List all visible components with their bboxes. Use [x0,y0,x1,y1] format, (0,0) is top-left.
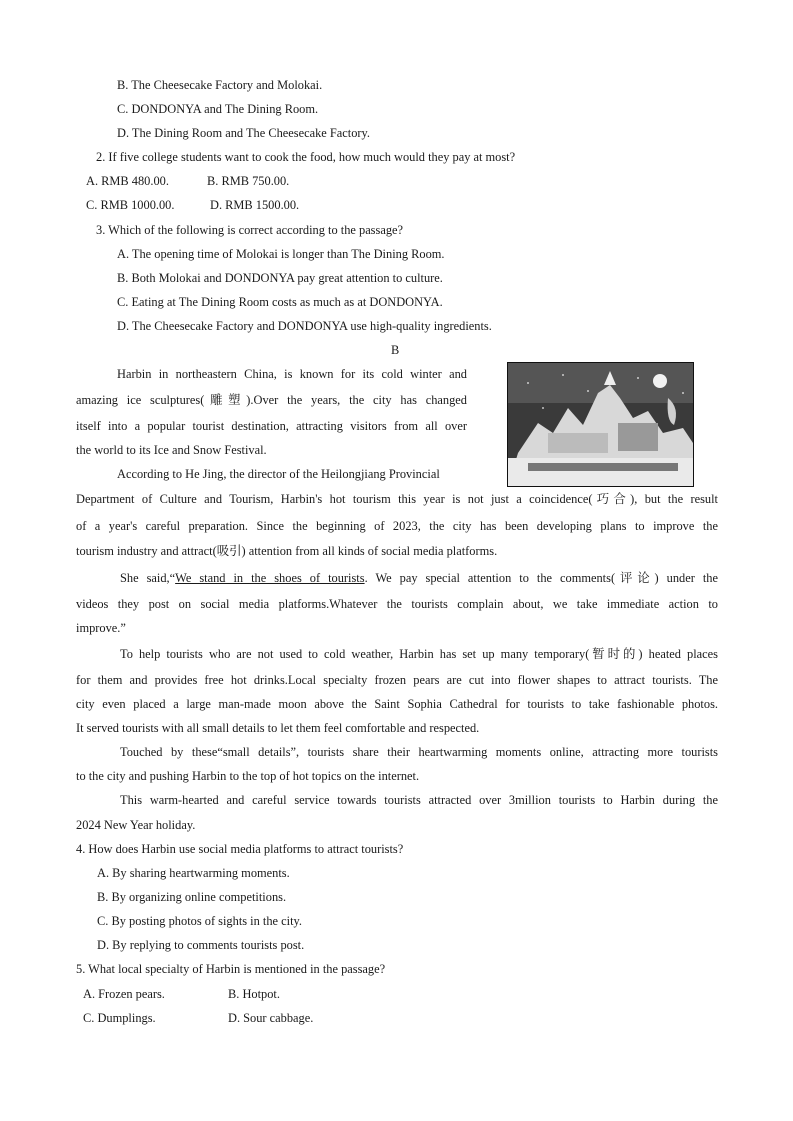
p4-line-2: for them and provides free hot drinks.Local specialty frozen pears are cut into flower shapes to attract tourists. The [76,673,718,687]
ice-sculpture-photo [507,362,694,487]
q2-option-a: A. RMB 480.00. [86,174,169,188]
p2-line-2: Department of Culture and Tourism, Harbin's hot tourism this year is not just a coincidence(巧合), but the result [76,492,718,506]
q3-option-c: C. Eating at The Dining Room costs as much as at DONDONYA. [117,295,443,309]
p1-line-4: the world to its Ice and Snow Festival. [76,443,267,457]
p2-line-4: tourism industry and attract(吸引) attention from all kinds of social media platforms. [76,544,498,558]
p4-line-3: city even placed a large man-made moon above the Saint Sophia Cathedral for tourists to take fashionable photos. [76,697,718,711]
p2-line-3: of a year's careful preparation. Since the beginning of 2023, the city has been developing plans to improve the [76,519,718,533]
q2-option-b: B. RMB 750.00. [207,174,290,188]
p2-line-1: According to He Jing, the director of the Heilongjiang Provincial [117,467,440,481]
p5-line-2: to the city and pushing Harbin to the top of hot topics on the internet. [76,769,420,783]
q2-option-c: C. RMB 1000.00. [86,198,175,212]
p3-line-1 [120,570,718,586]
q3-question: 3. Which of the following is correct according to the passage? [96,223,404,237]
q2-question: 2. If five college students want to cook the food, how much would they pay at most? [96,150,516,164]
q4-question: 4. How does Harbin use social media platforms to attract tourists? [76,842,404,856]
q4-option-c: C. By posting photos of sights in the city. [97,914,303,928]
p4-line-1: To help tourists who are not used to cold weather, Harbin has set up many temporary(暂时的) heated places [120,647,718,661]
q3-option-a: A. The opening time of Molokai is longer than The Dining Room. [117,247,445,261]
q1-option-b: B. The Cheesecake Factory and Molokai. [117,78,323,92]
p1-line-2: amazing ice sculptures(雕塑).Over the years, the city has changed [76,393,467,407]
q5-question: 5. What local specialty of Harbin is mentioned in the passage? [76,962,386,976]
q5-option-c: C. Dumplings. [83,1011,156,1025]
p3-underlined-phrase: We stand in the shoes of tourists [175,571,365,585]
q5-option-a: A. Frozen pears. [83,987,165,1001]
q5-option-d: D. Sour cabbage. [228,1011,314,1025]
p3-quote-rest: . We pay special attention to the comments(评论) under the [364,571,718,585]
section-label: B [391,343,400,357]
p4-line-4: It served tourists with all small details to let them feel comfortable and respected. [76,721,480,735]
p3-quote-start: She said,“ [120,571,176,585]
q2-option-d: D. RMB 1500.00. [210,198,300,212]
p1-line-3: itself into a popular tourist destination, attracting visitors from all over [76,419,467,433]
p1-line-1: Harbin in northeastern China, is known for its cold winter and [117,367,467,381]
p3-line-2: videos they post on social media platforms.Whatever the tourists complain about, we take immediate action to [76,597,718,611]
q1-option-d: D. The Dining Room and The Cheesecake Factory. [117,126,371,140]
q4-option-a: A. By sharing heartwarming moments. [97,866,290,880]
q3-option-b: B. Both Molokai and DONDONYA pay great attention to culture. [117,271,443,285]
p5-line-1: Touched by these“small details”, tourists share their heartwarming moments online, attracting more tourists [120,745,718,759]
p6-line-1: This warm-hearted and careful service towards tourists attracted over 3million tourists to Harbin during the [120,793,718,807]
q4-option-d: D. By replying to comments tourists post. [97,938,305,952]
p6-line-2: 2024 New Year holiday. [76,818,196,832]
p3-line-3: improve.” [76,621,126,635]
q3-option-d: D. The Cheesecake Factory and DONDONYA use high-quality ingredients. [117,319,492,333]
q4-option-b: B. By organizing online competitions. [97,890,287,904]
ice-sculpture-photo-icon [508,363,693,486]
q1-option-c: C. DONDONYA and The Dining Room. [117,102,319,116]
q5-option-b: B. Hotpot. [228,987,280,1001]
